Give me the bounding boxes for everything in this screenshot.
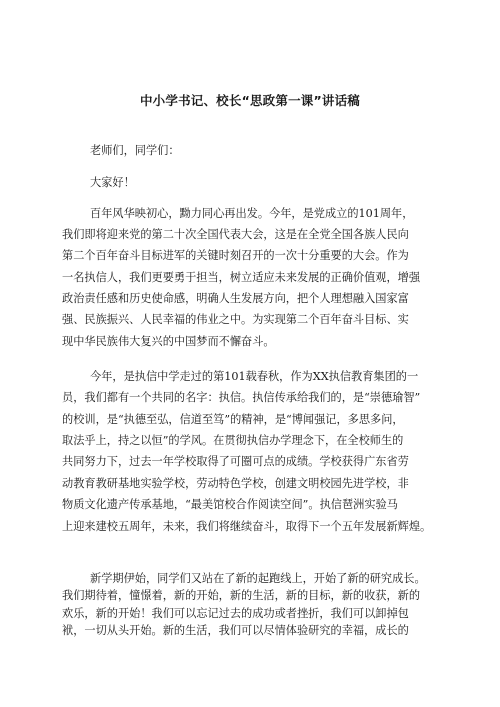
paragraph-line: 第二个百年奋斗目标进军的关键时刻召开的一次十分重要的大会。作为 [62, 249, 409, 262]
salutation: 大家好！ [90, 176, 135, 189]
paragraph-line: 百年风华映初心，黝力同心再出发。今年，是党成立的101周年， [90, 207, 414, 220]
paragraph-line: 取法乎上，持之以恒”的学风。在贯彻执信办学理念下，在全校师生的 [62, 434, 404, 447]
paragraph-line: 政治责任感和历史使命感，明确人生发展方向，把个人理想融入国家富 [62, 292, 409, 305]
paragraph-line: 的校训，是“执德至弘，信道至笃”的精神，是“博闻强记，多思多问， [62, 413, 404, 426]
paragraph-line: 上迎来建校五周年，未来，我们将继续奋斗，取得下一个五年发展新辉煌。 [62, 520, 432, 533]
paragraph-line: 欢乐，新的开始！我们可以忘记过去的成功或者挫折，我们可以卸掉包 [62, 607, 409, 620]
paragraph-line: 员，我们都有一个共同的名字：执信。执信传承给我们的，是“崇德瑜智” [62, 391, 421, 404]
paragraph-line: 我们即将迎来党的第二十次全国代表大会，这是在全党全国各族人民向 [62, 228, 409, 241]
paragraph-line: 新学期伊始，同学们又站在了新的起跑线上，开始了新的研究成长。 [90, 572, 426, 585]
document-title: 中小学书记、校长“思政第一课”讲话稿 [139, 93, 361, 108]
greeting: 老师们，同学们： [90, 144, 180, 157]
paragraph-line: 共同努力下，过去一年学校取得了可圈可点的成绩。学校获得广东省劳 [62, 455, 409, 468]
paragraph-line: 袱，一切从头开始。新的生活，我们可以尽情体验研究的幸福，成长的 [62, 624, 409, 637]
paragraph-line: 现中华民族伟大复兴的中国梦而不懈奋斗。 [62, 335, 275, 348]
paragraph-line: 今年，是执信中学走过的第101载春秋，作为XX执信教育集团的一 [90, 370, 419, 383]
paragraph-line: 强、民族振兴、人民幸福的伟业之中。为实现第二个百年奋斗目标、实 [62, 313, 409, 326]
paragraph-line: 一名执信人，我们更要勇于担当，树立适应未来发展的正确价值观，增强 [62, 271, 421, 284]
paragraph-line: 物质文化遗产传承基地，“最美馆校合作阅读空间”。执信琶洲实验马 [62, 498, 398, 511]
paragraph-line: 动教育教研基地实验学校，劳动特色学校，创建文明校园先进学校，非 [62, 477, 409, 490]
paragraph-line: 我们期待着，憧憬着，新的开始，新的生活，新的目标，新的收获，新的 [62, 589, 421, 602]
